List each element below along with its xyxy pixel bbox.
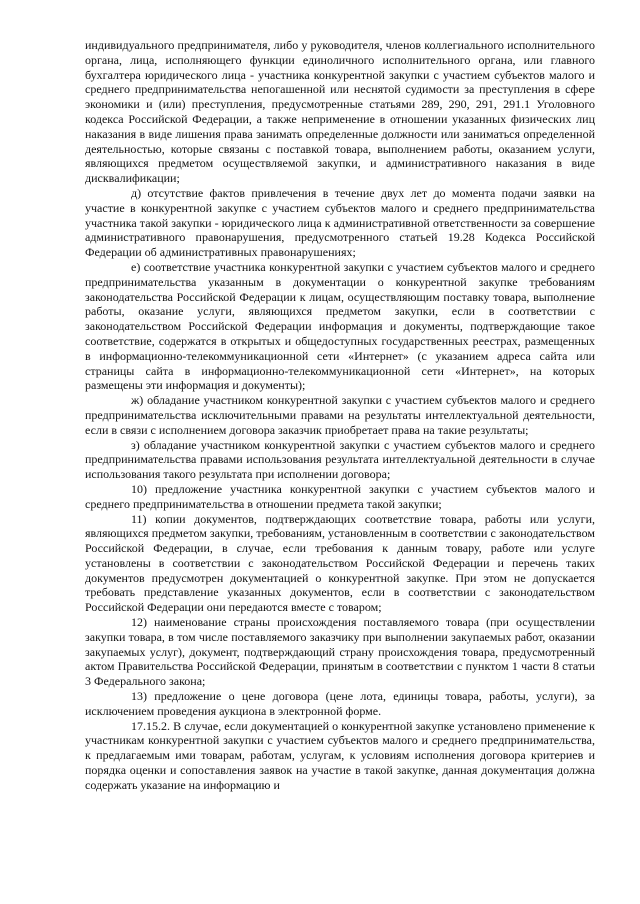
paragraph-item-11: 11) копии документов, подтверждающих соответствие товара, работы или услуги, являющихся предметом закупки, требованиям, установленным в соответствии с законодательством Российской Федерации, в случае, если требования к данным товару, работе или услуге установлены в соответствии с законодательством Российской Федерации и перечень таких документов предусмотрен документацией о конкурентной закупке. При этом не допускается требовать представление указанных документов, если в соответствии с законодательством Российской Федерации они передаются вместе с товаром; xyxy=(85,511,595,615)
paragraph-item-zh: ж) обладание участником конкурентной закупки с участием субъектов малого и среднего предпринимательства исключительными правами на результаты интеллектуальной деятельности, если в связи с исполнением договора заказчик приобретает права на такие результаты; xyxy=(85,393,595,437)
paragraph-item-e: е) соответствие участника конкурентной закупки с участием субъектов малого и среднего предпринимательства указанным в документации о конкурентной закупке требованиям законодательства Российской Федерации к лицам, осуществляющим поставку товара, выполнение работы, оказание услуги, являющихся предметом закупки, если в соответствии с законодательством Российской Федерации информация и документы, подтверждающие такое соответствие, содержатся в открытых и общедоступных государственных реестрах, размещенных в информационно-телекоммуникационной сети «Интернет» (с указанием адреса сайта или страницы сайта в информационно-телекоммуникационной сети «Интернет», на которых размещены эти информация и документы); xyxy=(85,259,595,393)
paragraph-item-12: 12) наименование страны происхождения поставляемого товара (при осуществлении закупки товара, в том числе поставляемого заказчику при выполнении закупаемых работ, оказании закупаемых услуг), документ, подтверждающий страну происхождения товара, предусмотренный актом Правительства Российской Федерации, принятым в соответствии с пунктом 1 части 8 статьи 3 Федерального закона; xyxy=(85,615,595,689)
paragraph-item-10: 10) предложение участника конкурентной закупки с участием субъектов малого и среднего предпринимательства в отношении предмета такой закупки; xyxy=(85,481,595,511)
paragraph-section-17-15-2: 17.15.2. В случае, если документацией о конкурентной закупке установлено применение к участникам конкурентной закупки с участием субъектов малого и среднего предпринимательства, к предлагаемым ими товарам, работам, услугам, к условиям исполнения договора критериев и порядка оценки и сопоставления заявок на участие в такой закупке, данная документация должна содержать указание на информацию и xyxy=(85,718,595,792)
paragraph-item-13: 13) предложение о цене договора (цене лота, единицы товара, работы, услуги), за исключением проведения аукциона в электронной форме. xyxy=(85,689,595,718)
document-page xyxy=(85,38,595,793)
paragraph-item-z: з) обладание участником конкурентной закупки с участием субъектов малого и среднего предпринимательства правами использования результата интеллектуальной деятельности в случае использования такого результата при исполнении договора; xyxy=(85,437,595,482)
paragraph-continuation: индивидуального предпринимателя, либо у руководителя, членов коллегиального исполнительного органа, лица, исполняющего функции единоличного исполнительного органа, или главного бухгалтера юридического лица - участника конкурентной закупки с участием субъектов малого и среднего предпринимательства непогашенной или неснятой судимости за преступления в сфере экономики и (или) преступления, предусмотренные статьями 289, 290, 291, 291.1 Уголовного кодекса Российской Федерации, а также неприменение в отношении указанных физических лиц наказания в виде лишения права занимать определенные должности или заниматься определенной деятельностью, которые связаны с поставкой товара, выполнением работы, оказанием услуги, являющихся предметом осуществляемой закупки, и административного наказания в виде дисквалификации; xyxy=(85,38,595,186)
paragraph-item-d: д) отсутствие фактов привлечения в течение двух лет до момента подачи заявки на участие в конкурентной закупке с участием субъектов малого и среднего предпринимательства участника такой закупки - юридического лица к административной ответственности за совершение административного правонарушения, предусмотренного статьей 19.28 Кодекса Российской Федерации об административных правонарушениях; xyxy=(85,185,595,260)
